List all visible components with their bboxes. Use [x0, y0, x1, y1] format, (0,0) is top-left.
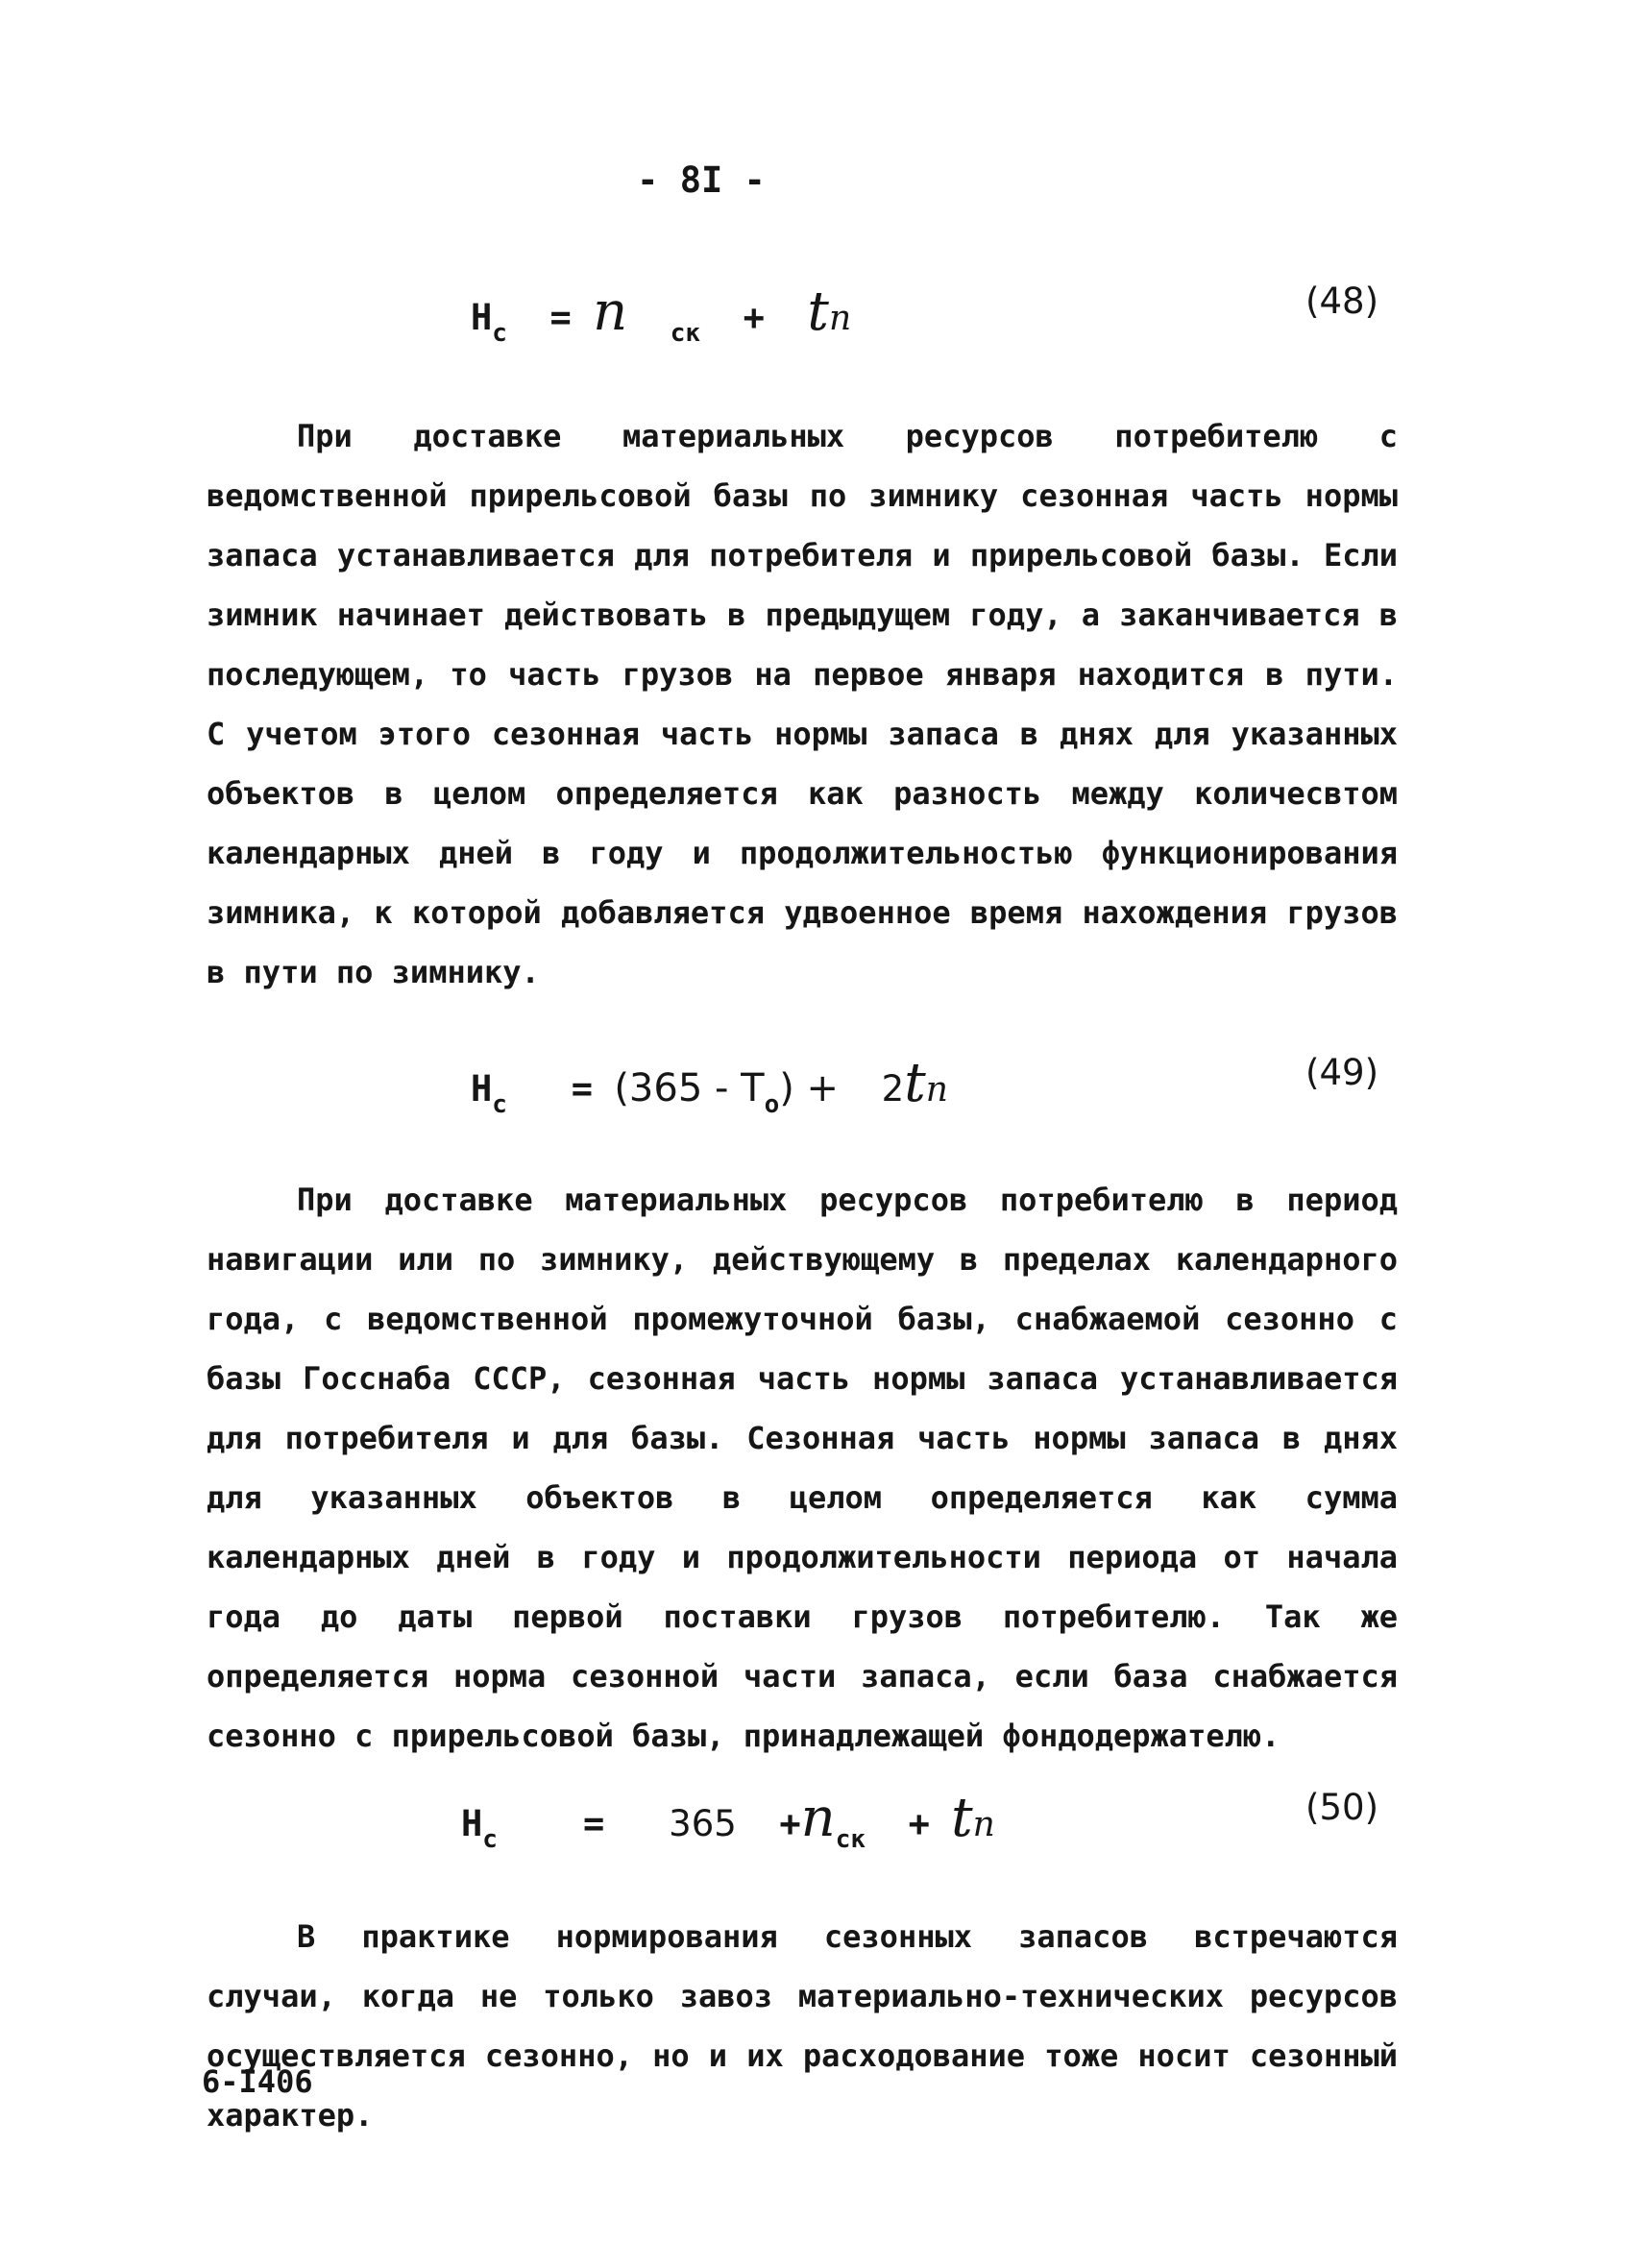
paragraph-3: В практике нормирования сезонных запасов встречаются случаи, когда не только завоз материально-технических ресурсов осуществляется сезонно, но и их расходование тоже носит сезонный характер. — [207, 1918, 1398, 2134]
page-number: - 8I - — [637, 159, 766, 201]
paragraph-2: При доставке материальных ресурсов потребителю в период навигации или по зимнику, действующему в пределах календарного года, с ведомственной промежуточной базы, снабжаемой сезонно с базы Госснаба СССР, сезонная часть нормы запаса устанавливается для потребителя и для базы. Сезонная часть нормы запаса в днях для указанных объектов в целом определяется как сумма календарных дней в году и продолжительности периода от начала года до даты первой поставки грузов потребителю. Так же определяется норма сезонной части запаса, если база снабжается сезонно с прирельсовой базы, принадлежащей фондодержателю. — [207, 1182, 1398, 1754]
formula-48-number: (48) — [1305, 280, 1378, 322]
formula-49 — [0, 1052, 1634, 1129]
formula-49-body: $H_c$ = $(365 - T_o) + 2tn$ — [471, 1052, 948, 1119]
paragraph-1: При доставке материальных ресурсов потребителю с ведомственной прирельсовой базы по зимнику сезонная часть нормы запаса устанавливается для потребителя и прирельсовой базы. Если зимник начинает действовать в предыдущем году, а заканчивается в последующем, то часть грузов на первое января находится в пути. С учетом этого сезонная часть нормы запаса в днях для указанных объектов в целом определяется как разность между количесвтом календарных дней в году и продолжительностью функционирования зимника, к которой добавляется удвоенное время нахождения грузов в пути по зимнику. — [207, 418, 1398, 990]
formula-48 — [0, 280, 1634, 357]
formula-49-number: (49) — [1305, 1052, 1378, 1093]
formula-50-body: $H_c$ = $365 +n_{ск}$ + tn — [461, 1787, 995, 1854]
formula-50-number: (50) — [1305, 1787, 1378, 1828]
formula-50 — [0, 1787, 1634, 1864]
footer-code: 6-I406 — [202, 2063, 313, 2100]
formula-48-body: $H_c = n$ $_{ск}$ + tn — [471, 280, 852, 348]
